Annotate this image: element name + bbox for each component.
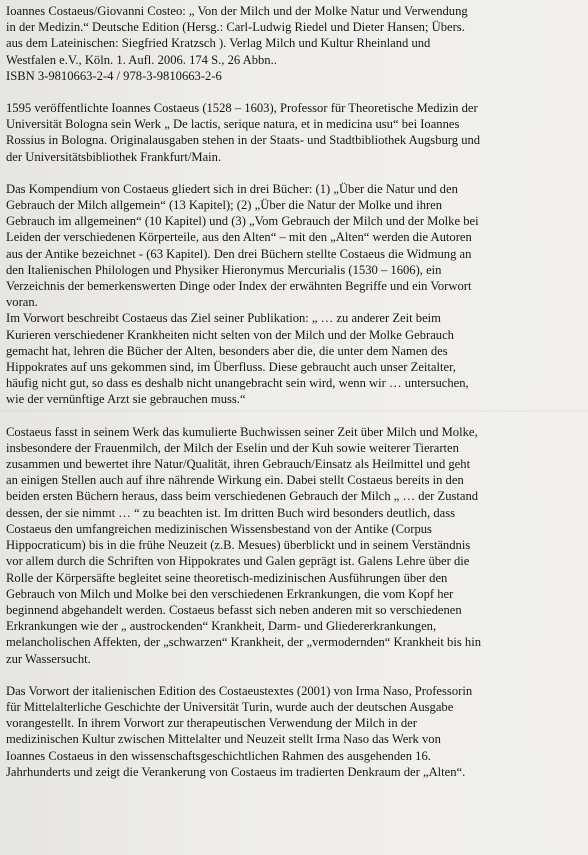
book-citation <box>6 3 584 84</box>
isbn-line: ISBN 3-9810663-2-4 / 978-3-9810663-2-6 <box>6 68 222 83</box>
text-line: wie der vernünftige Arzt sie gebrauchen muss.“ <box>6 392 246 407</box>
paragraph-italian-edition <box>6 683 584 780</box>
citation-line: aus dem Lateinischen: Siegfried Kratzsch ). Verlag Milch und Kultur Rheinland und <box>6 36 431 51</box>
text-line: Gebrauch im allgemeinen“ (10 Kapitel) und (3) „Vom Gebrauch der Milch und der Molke bei <box>6 214 479 229</box>
text-line: Kurieren verschiedener Krankheiten nicht selten von der Milch und der Molke Gebrauch <box>6 327 454 342</box>
text-line: Hippokrates auf uns gekommen sind, im Überfluss. Diese gebraucht auch unser Zeitalter, <box>6 360 456 375</box>
text-line: für Mittelalterliche Geschichte der Universität Turin, wurde auch der deutschen Ausgabe <box>6 699 454 714</box>
text-line: Ioannes Costaeus in den wissenschaftsgeschichtlichen Rahmen des ausgehenden 16. <box>6 748 431 763</box>
text-line: vor allem durch die Schriften von Hippokrates und Galen geprägt ist. Galens Lehre über die <box>6 554 470 569</box>
text-line: an einigen Stellen auch auf ihre nährende Wirkung ein. Dabei stellt Costaeus bereits in den <box>6 473 464 488</box>
paragraph-preface-goal <box>6 310 584 407</box>
text-line: Das Kompendium von Costaeus gliedert sich in drei Bücher: (1) „Über die Natur und den <box>6 181 458 196</box>
text-line: Das Vorwort der italienischen Edition des Costaeustextes (2001) von Irma Naso, Professorin <box>6 683 473 698</box>
citation-line: Westfalen e.V., Köln. 1. Aufl. 2006. 174 S., 26 Abbn.. <box>6 52 277 67</box>
text-line: zusammen und bewertet ihre Natur/Qualität, ihren Gebrauch/Einsatz als Heilmittel und geht <box>6 457 471 472</box>
text-line: der Universitätsbibliothek Frankfurt/Main. <box>6 149 222 164</box>
text-line: vorangestellt. In ihrem Vorwort zur therapeutischen Verwendung der Milch in der <box>6 716 417 731</box>
text-line: beginnend abgehandelt werden. Costaeus befasst sich neben anderen mit so verschiedenen <box>6 602 462 617</box>
text-line: dessen, der sie nimmt … “ zu beachten ist. Im dritten Buch wird besonders deutlich, dass <box>6 505 456 520</box>
text-line: Hippocraticum) bis in die frühe Neuzeit (z.B. Mesues) überblickt und in seinem Verständnis <box>6 538 471 553</box>
text-line: Gebrauch von Milch und Molke bei den verschiedenen Erkrankungen, die vom Kopf her <box>6 586 454 601</box>
text-line: Leiden der verschiedenen Körperteile, aus den Alten“ – mit den „Alten“ werden die Autoren <box>6 230 472 245</box>
text-line: beiden ersten Büchern heraus, dass beim verschiedenen Gebrauch der Milch „ … der Zustand <box>6 489 479 504</box>
text-line: Universität Bologna sein Werk „ De lactis, serique natura, et in medicina usu“ bei Ioannes <box>6 117 460 132</box>
text-line: insbesondere der Frauenmilch, der Milch der Eselin und der Kuh sowie weiterer Tierarten <box>6 440 459 455</box>
text-line: Rossius in Bologna. Originalausgaben stehen in der Staats- und Stadtbibliothek Augsburg und <box>6 133 481 148</box>
text-line: Rolle der Körpersäfte begleitet seine theoretisch-medizinischen Ausführungen über den <box>6 570 448 585</box>
paragraph-content-summary <box>6 424 584 667</box>
text-line: zur Wassersucht. <box>6 651 91 666</box>
text-line: melancholischen Affekten, der „schwarzen“ Krankheit, der „vermodernden“ Krankheit bis hin <box>6 635 481 650</box>
citation-line: Ioannes Costaeus/Giovanni Costeo: „ Von der Milch und der Molke Natur und Verwendung <box>6 4 468 18</box>
text-line: Im Vorwort beschreibt Costaeus das Ziel seiner Publikation: „ … zu anderer Zeit beim <box>6 311 441 326</box>
text-line: medizinischen Kultur zwischen Mittelalter und Neuzeit stellt Irma Naso das Werk von <box>6 732 441 747</box>
text-line: den Italienischen Philologen und Physiker Hieronymus Mercurialis (1530 – 1606), ein <box>6 262 442 277</box>
citation-line: in der Medizin.“ Deutsche Edition (Hersg.: Carl-Ludwig Riedel und Dieter Hansen; Übers. <box>6 20 465 35</box>
text-line: Costaeus fasst in seinem Werk das kumulierte Buchwissen seiner Zeit über Milch und Molke, <box>6 424 478 439</box>
text-line: 1595 veröffentlichte Ioannes Costaeus (1528 – 1603), Professor für Theoretische Medizin der <box>6 101 478 116</box>
text-line: häufig nicht gut, so dass es deshalb nicht unangebracht sein wird, wenn wir … untersuchen, <box>6 376 469 391</box>
text-line: Verzeichnis der bemerkenswerten Dinge oder Index der erwähnten Begriffe und ein Vorwort <box>6 279 472 294</box>
text-line: voran. <box>6 295 38 310</box>
text-line: aus der Antike bezeichnet - (63 Kapitel). Den drei Büchern stellte Costaeus die Widmung an <box>6 246 472 261</box>
text-line: Costaeus den umfangreichen medizinischen Wissensbestand von der Antike (Corpus <box>6 521 432 536</box>
text-line: gemacht hat, lehren die Bücher der Alten, besonders aber die, die unter dem Namen des <box>6 343 448 358</box>
paragraph-publication-history <box>6 100 584 165</box>
text-line: Jahrhunderts und zeigt die Verankerung von Costaeus im tradierten Denkraum der „Alten“. <box>6 764 466 779</box>
text-line: Gebrauch der Milch allgemein“ (13 Kapitel); (2) „Über die Natur der Molke und ihren <box>6 198 443 213</box>
paragraph-compendium-structure <box>6 181 584 311</box>
text-line: Erkrankungen wie der „ austrockenden“ Krankheit, Darm- und Gliedererkrankungen, <box>6 619 437 634</box>
